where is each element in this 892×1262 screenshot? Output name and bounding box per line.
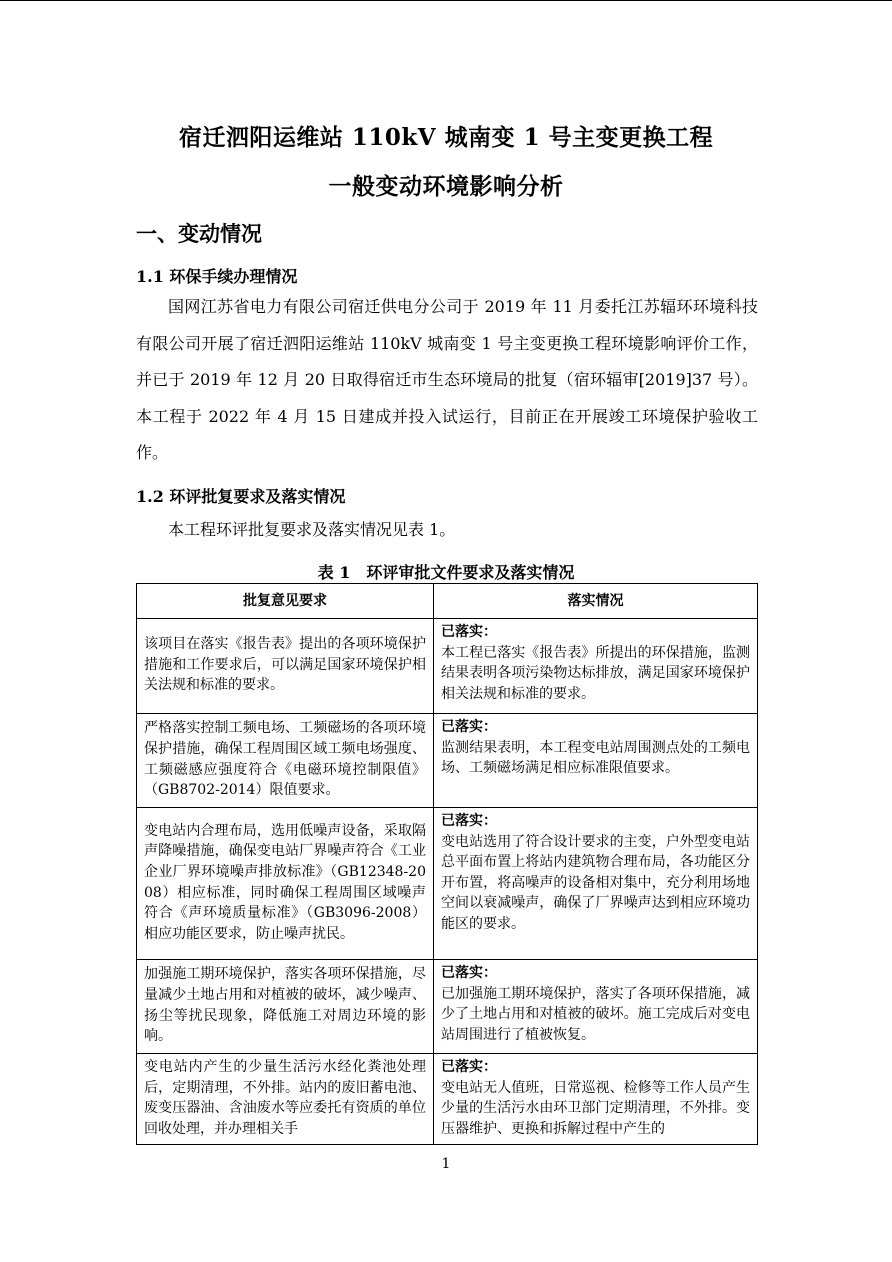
table-row [137,808,758,960]
header-status: 落实情况 [434,584,758,619]
subsection-paragraph-1-2: 本工程环评批复要求及落实情况见表 1。 [168,520,456,539]
table-caption: 表 1 环评审批文件要求及落实情况 [317,563,575,582]
table-row [137,619,758,714]
document-title-line1: 宿迁泗阳运维站 110kV 城南变 1 号主变更换工程 [178,124,714,151]
table-row [137,1054,758,1145]
top-border-line [0,0,892,1]
status-cell [434,619,758,714]
requirements-table [136,583,758,1145]
requirement-cell: 该项目在落实《报告表》提出的各项环境保护措施和工作要求后，可以满足国家环境保护相关法规和标准的要求。 [137,619,434,714]
table-header-row [137,584,758,619]
table-row [137,714,758,808]
subsection-heading-1-1: 1.1 环保手续办理情况 [136,267,298,286]
status-label: 已落实： [441,965,497,981]
status-label: 已落实： [441,719,497,735]
status-text: 变电站选用了符合设计要求的主变，户外型变电站总平面布置上将站内建筑物合理布局，各功能区分开布置，将高噪声的设备相对集中，充分利用场地空间以衰减噪声，确保了厂界噪声达到相应环境功能区的要求。 [441,833,750,932]
requirement-cell: 变电站内产生的少量生活污水经化粪池处理后，定期清理，不外排。站内的废旧蓄电池、废变压器油、含油废水等应委托有资质的单位回收处理，并办理相关手 [137,1054,434,1145]
subsection-paragraph-1-1: 国网江苏省电力有限公司宿迁供电分公司于 2019 年 11 月委托江苏辐环环境科技有限公司开展了宿迁泗阳运维站 110kV 城南变 1 号主变更换工程环境影响评价工作，并已于 2019 年 12 月 20 日取得宿迁市生态环境局的批复（宿环辐审[2019]37 号）。本工程于 2022 年 4 月 15 日建成并投入试运行，目前正在开展竣工环境保护验收工作。 [136,297,758,462]
status-label: 已落实： [441,624,497,640]
status-text: 已加强施工期环境保护，落实了各项环保措施，减少了土地占用和对植被的破坏。施工完成后对变电站周围进行了植被恢复。 [441,985,750,1043]
requirement-cell: 严格落实控制工频电场、工频磁场的各项环境保护措施，确保工程周围区域工频电场强度、工频磁感应强度符合《电磁环境控制限值》（GB8702-2014）限值要求。 [137,714,434,808]
subsection-heading-1-2: 1.2 环评批复要求及落实情况 [136,487,346,506]
status-cell [434,808,758,960]
page-number: 1 [441,1156,451,1172]
section-heading-changes: 一、变动情况 [136,221,262,246]
status-text: 变电站无人值班，日常巡视、检修等工作人员产生少量的生活污水由环卫部门定期清理，不外排。变压器维护、更换和拆解过程中产生的 [441,1079,750,1137]
status-label: 已落实： [441,813,497,829]
status-cell [434,1054,758,1145]
status-text: 本工程已落实《报告表》所提出的环保措施，监测结果表明各项污染物达标排放，满足国家环境保护相关法规和标准的要求。 [441,644,750,702]
status-cell [434,960,758,1054]
status-cell [434,714,758,808]
requirement-cell: 加强施工期环境保护，落实各项环保措施，尽量减少土地占用和对植被的破坏，减少噪声、扬尘等扰民现象，降低施工对周边环境的影响。 [137,960,434,1054]
requirement-cell: 变电站内合理布局，选用低噪声设备，采取隔声降噪措施，确保变电站厂界噪声符合《工业企业厂界环境噪声排放标准》（GB12348-2008）相应标准，同时确保工程周围区域噪声符合《声环境质量标准》（GB3096-2008）相应功能区要求，防止噪声扰民。 [137,808,434,960]
status-label: 已落实： [441,1059,497,1075]
document-title-line2: 一般变动环境影响分析 [328,173,564,200]
header-requirement: 批复意见要求 [137,584,434,619]
status-text: 监测结果表明，本工程变电站周围测点处的工频电场、工频磁场满足相应标准限值要求。 [441,739,750,777]
table-row [137,960,758,1054]
